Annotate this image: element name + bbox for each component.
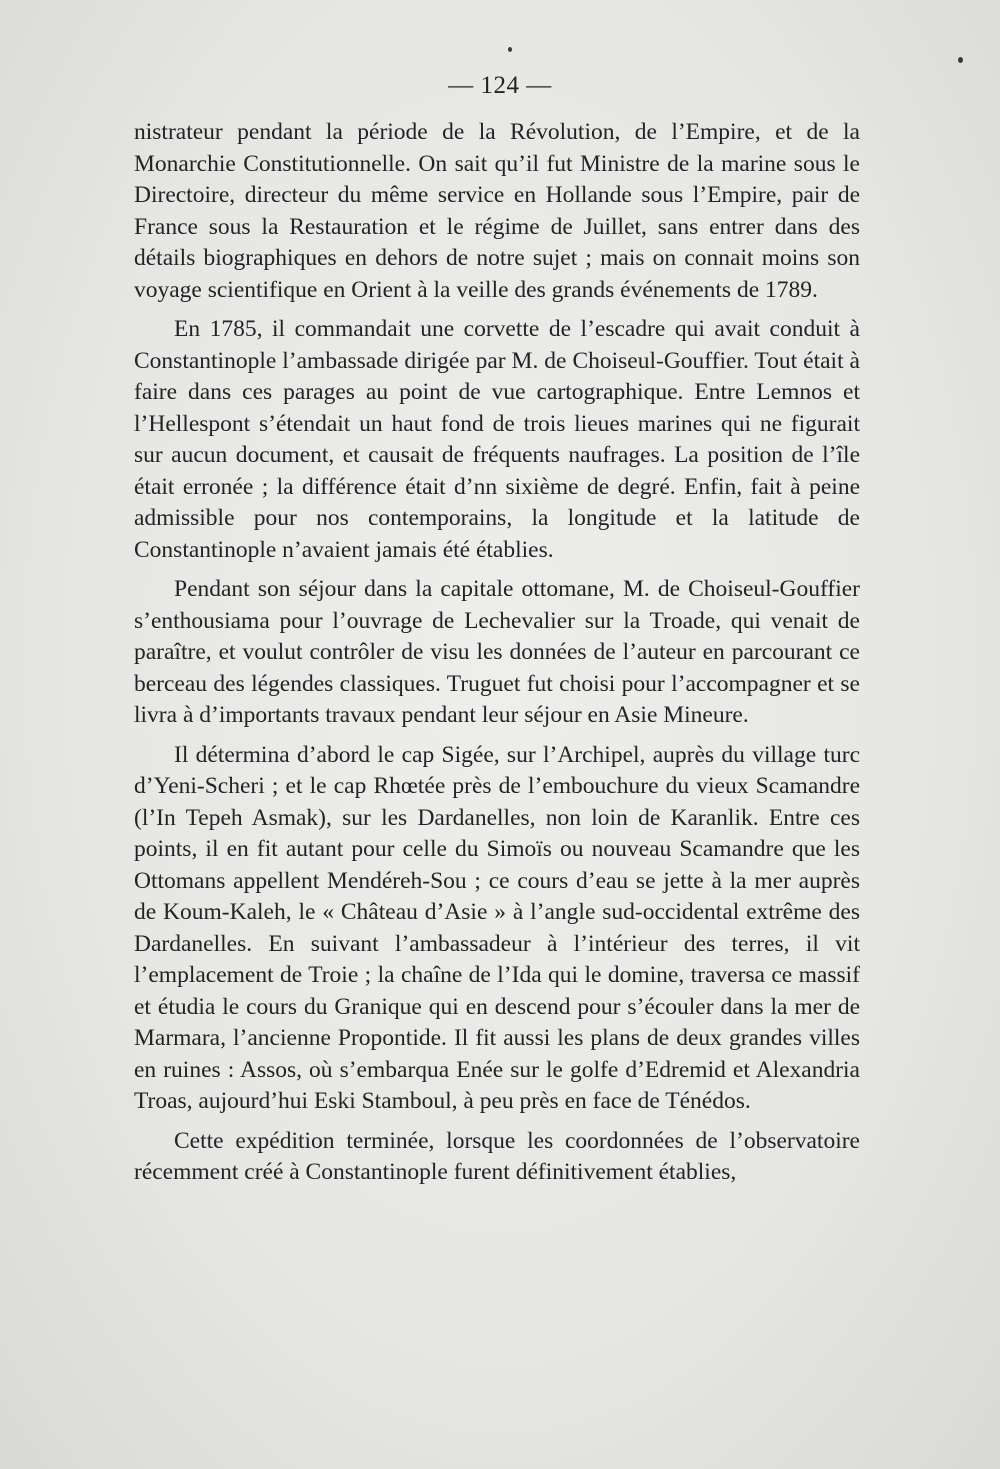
body-text	[134, 117, 860, 1189]
paragraph-continuation: nistrateur pendant la période de la Révolution, de l’Empire, et de la Monarchie Constitutionnelle. On sait qu’il fut Ministre de la marine sous le Directoire, directeur du même service en Hollande sous l’Empire, pair de France sous la Restauration et le régime de Juillet, sans entrer dans des détails biographiques en dehors de notre sujet ; mais on connait moins son voyage scientifique en Orient à la veille des grands événements de 1789.	[134, 119, 860, 303]
ink-speck	[508, 47, 512, 52]
paragraph: Cette expédition terminée, lorsque les coordonnées de l’observatoire récemment créé à Constantinople furent définitivement établies,	[134, 1127, 860, 1185]
ink-speck	[958, 57, 963, 63]
paragraph: Il détermina d’abord le cap Sigée, sur l’Archipel, auprès du village turc d’Yeni-Scheri ; et le cap Rhœtée près de l’embouchure du vieux Scamandre (l’In Tepeh Asmak), sur les Dardanelles, non loin de Karanlik. Entre ces points, il en fit autant pour celle du Simoïs ou nouveau Scamandre que les Ottomans appellent Mendéreh-Sou ; ce cours d’eau se jette à la mer auprès de Koum-Kaleh, le « Château d’Asie » à l’angle sud-occidental extrême des Dardanelles. En suivant l’ambassadeur à l’intérieur des terres, il vit l’emplacement de Troie ; la chaîne de l’Ida qui le domine, traversa ce massif et étudia le cours du Granique qui en descend pour s’écouler dans la mer de Marmara, l’ancienne Propontide. Il fit aussi les plans de deux grandes villes en ruines : Assos, où s’embarqua Enée sur le golfe d’Edremid et Alexandria Troas, aujourd’hui Eski Stamboul, à peu près en face de Ténédos.	[134, 741, 860, 1114]
paragraph: Pendant son séjour dans la capitale ottomane, M. de Choiseul-Gouffier s’enthousiama pour l’ouvrage de Lechevalier sur la Troade, qui venait de paraître, et voulut contrôler de visu les données de l’auteur en parcourant ce berceau des légendes classiques. Truguet fut choisi pour l’accompagner et se livra à d’importants travaux pendant leur séjour en Asie Mineure.	[134, 576, 860, 728]
page-number: — 124 —	[448, 72, 552, 99]
paragraph: En 1785, il commandait une corvette de l’escadre qui avait conduit à Constantinople l’ambassade dirigée par M. de Choiseul-Gouffier. Tout était à faire dans ces parages au point de vue cartographique. Entre Lemnos et l’Hellespont s’étendait un haut fond de trois lieues marines qui ne figurait sur aucun document, et causait de fréquents naufrages. La position de l’île était erronée ; la différence était d’nn sixième de degré. Enfin, fait à peine admissible pour nos contemporains, la longitude et la latitude de Constantinople n’avaient jamais été établies.	[134, 316, 860, 563]
